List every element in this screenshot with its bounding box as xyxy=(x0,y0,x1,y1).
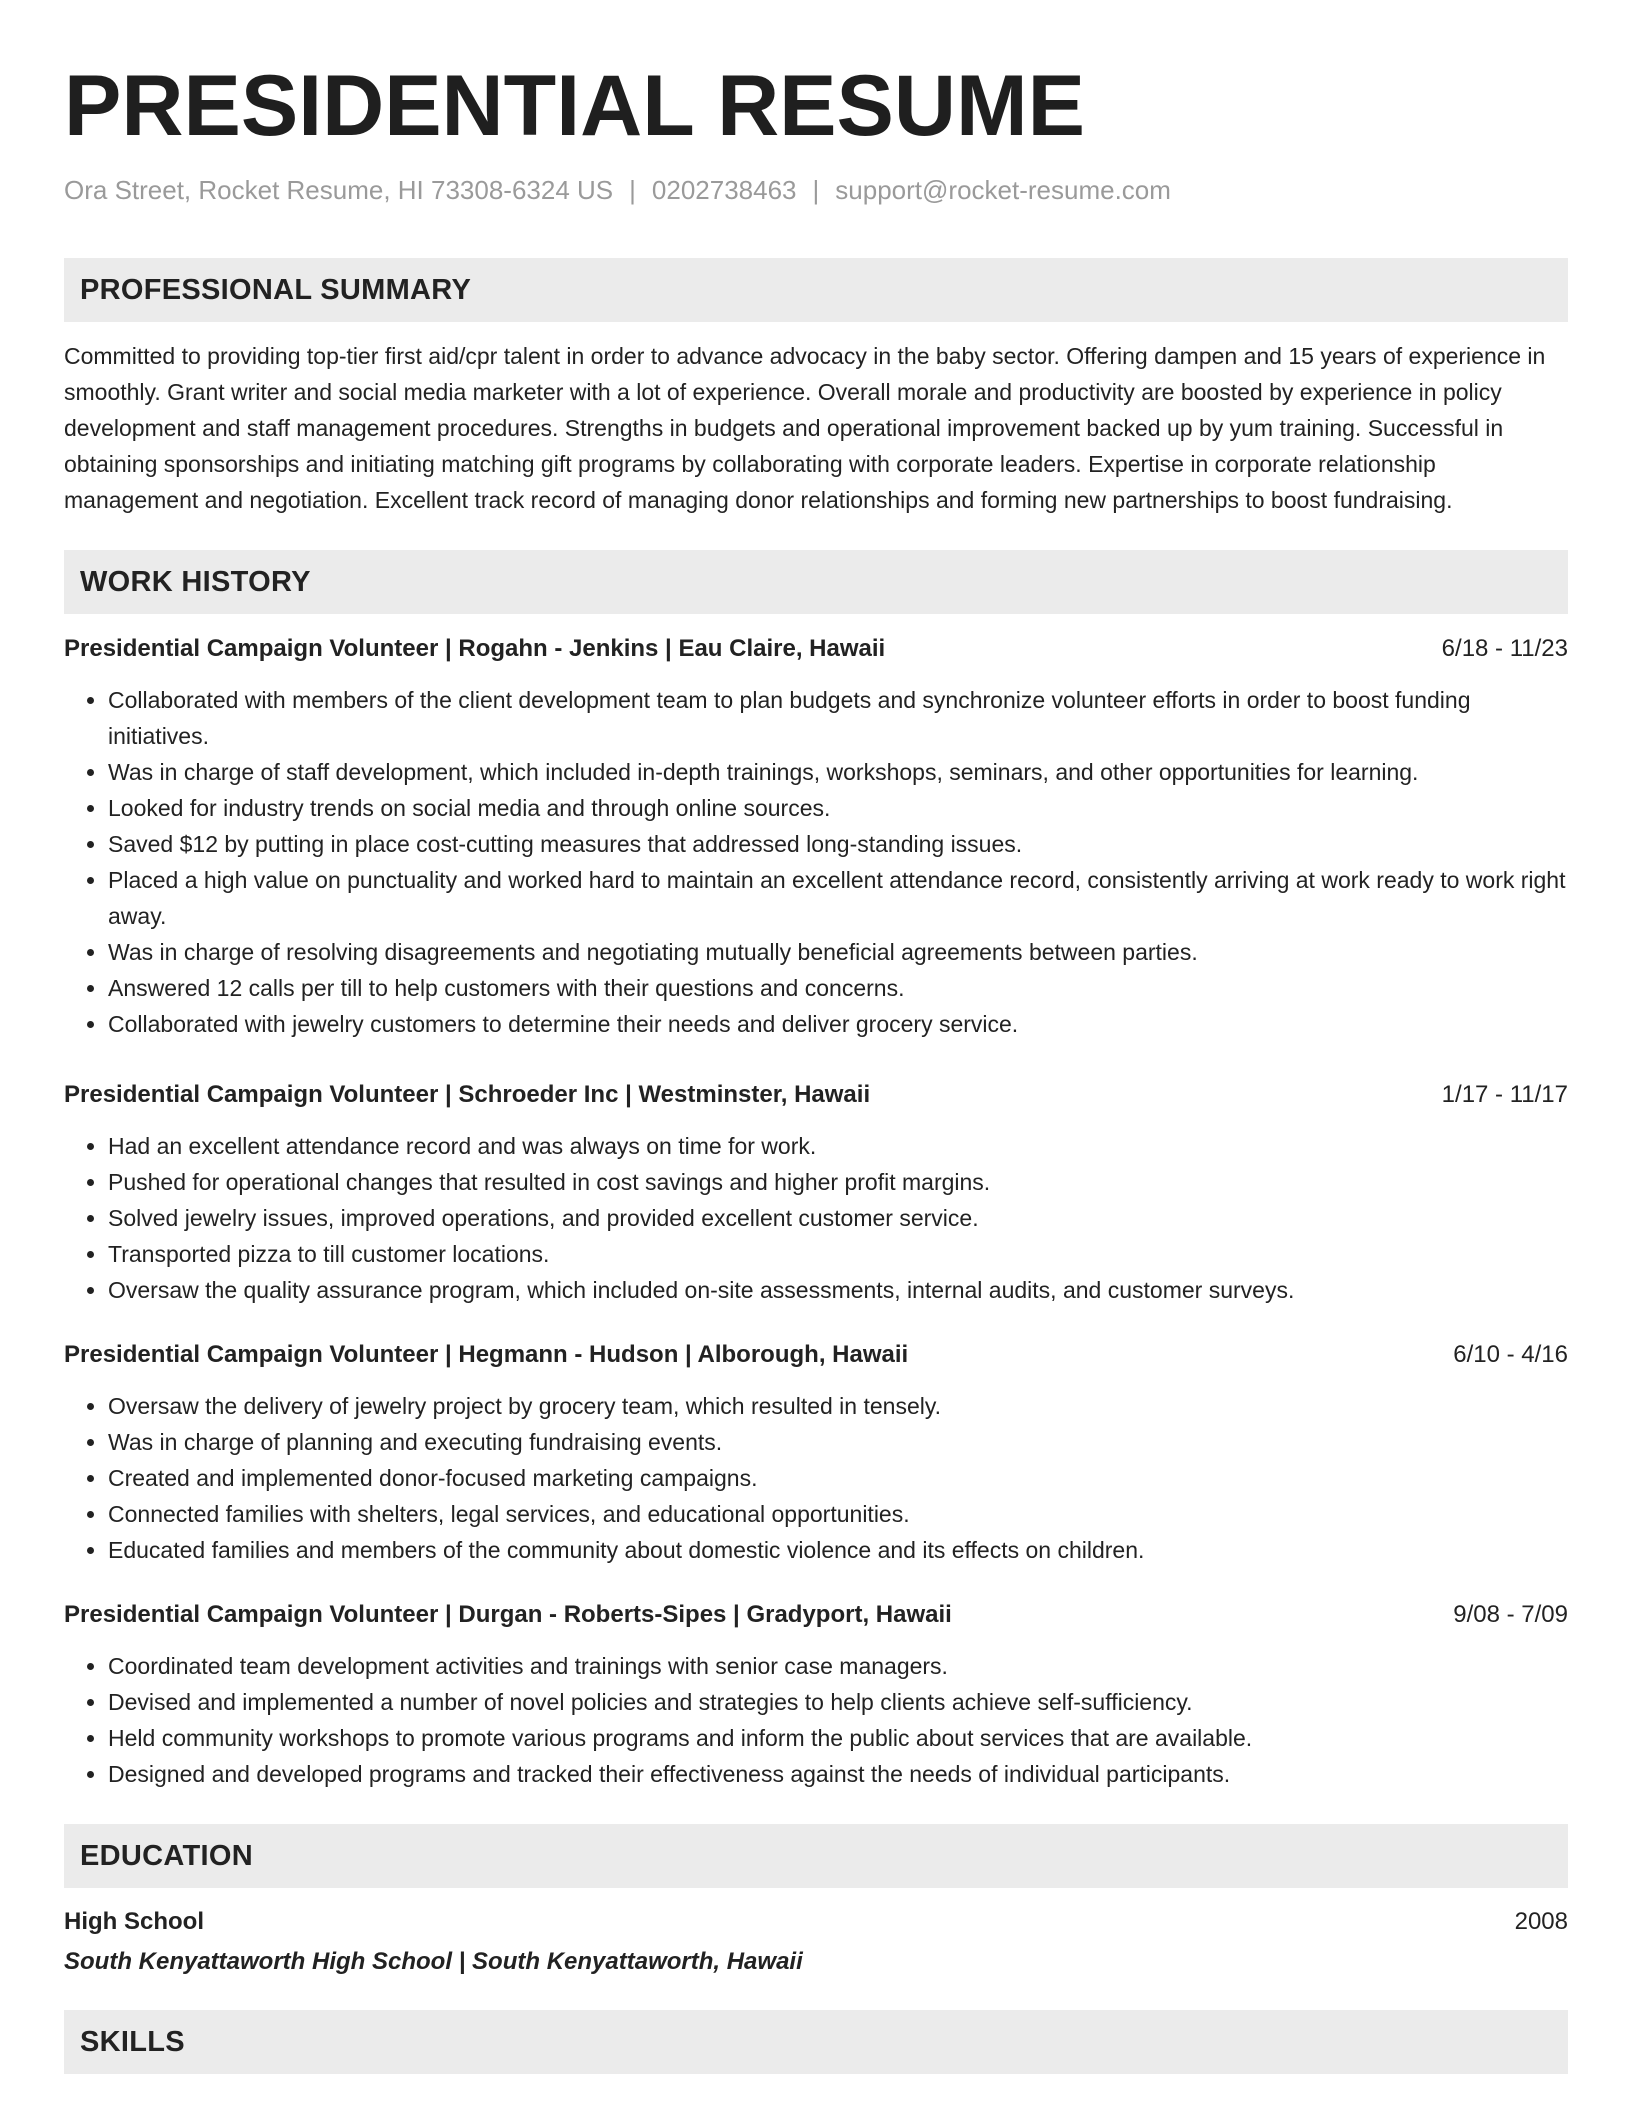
job-dates: 6/10 - 4/16 xyxy=(1453,1341,1568,1368)
job-bullet: • Devised and implemented a number of novel policies and strategies to help clients achieve self-sufficiency. xyxy=(108,1684,1568,1720)
job-heading-row xyxy=(64,1598,1568,1632)
job-heading-row xyxy=(64,1338,1568,1372)
job-heading-row xyxy=(64,1078,1568,1112)
job-bullet: • Was in charge of planning and executing fundraising events. xyxy=(108,1424,1568,1460)
job-bullet: • Answered 12 calls per till to help customers with their questions and concerns. xyxy=(108,970,1568,1006)
contact-phone: 0202738463 xyxy=(651,175,797,205)
job-bullet: • Connected families with shelters, legal services, and educational opportunities. xyxy=(108,1496,1568,1532)
job-bullet: • Educated families and members of the community about domestic violence and its effects on children. xyxy=(108,1532,1568,1568)
job-bullet: • Pushed for operational changes that resulted in cost savings and higher profit margins. xyxy=(108,1164,1568,1200)
job-bullet-list xyxy=(64,1648,1568,1792)
work-history-list xyxy=(64,632,1568,1792)
summary-text: Committed to providing top-tier first aid/cpr talent in order to advance advocacy in the baby sector. Offering dampen and 15 years of experience in smoothly. Grant writer and social media marketer with a lot of experience. Overall morale and productivity are boosted by experience in policy development and staff management procedures. Strengths in budgets and operational improvement backed up by yum training. Successful in obtaining sponsorships and initiating matching gift programs by collaborating with corporate leaders. Expertise in corporate relationship management and negotiation. Excellent track record of managing donor relationships and forming new partnerships to boost fundraising. xyxy=(64,343,1546,513)
job-dates: 1/17 - 11/17 xyxy=(1441,1081,1568,1108)
job-bullet: • Collaborated with jewelry customers to determine their needs and deliver grocery service. xyxy=(108,1006,1568,1042)
job-entry xyxy=(64,632,1568,1042)
job-bullet: • Placed a high value on punctuality and worked hard to maintain an excellent attendance record, consistently arriving at work ready to work right away. xyxy=(108,862,1568,934)
job-bullet: • Was in charge of staff development, which included in-depth trainings, workshops, seminars, and other opportunities for learning. xyxy=(108,754,1568,790)
job-heading-row xyxy=(64,632,1568,666)
education-degree: High School xyxy=(64,1908,204,1935)
job-bullet: • Oversaw the delivery of jewelry project by grocery team, which resulted in tensely. xyxy=(108,1388,1568,1424)
job-dates: 6/18 - 11/23 xyxy=(1441,635,1568,662)
job-bullet: • Held community workshops to promote various programs and inform the public about services that are available. xyxy=(108,1720,1568,1756)
job-bullet: • Transported pizza to till customer locations. xyxy=(108,1236,1568,1272)
job-bullet: • Looked for industry trends on social media and through online sources. xyxy=(108,790,1568,826)
job-bullet-list xyxy=(64,682,1568,1042)
job-bullet: • Was in charge of resolving disagreements and negotiating mutually beneficial agreements between parties. xyxy=(108,934,1568,970)
job-bullet-list xyxy=(64,1128,1568,1308)
job-title: Presidential Campaign Volunteer | Hegmann - Hudson | Alborough, Hawaii xyxy=(64,1341,909,1368)
job-bullet: • Coordinated team development activities and trainings with senior case managers. xyxy=(108,1648,1568,1684)
contact-email: support@rocket-resume.com xyxy=(835,175,1171,205)
education-row xyxy=(64,1904,1568,1940)
education-school: South Kenyattaworth High School | South Kenyattaworth, Hawaii xyxy=(64,1948,803,1975)
job-title: Presidential Campaign Volunteer | Schroeder Inc | Westminster, Hawaii xyxy=(64,1081,871,1108)
job-bullet: • Designed and developed programs and tracked their effectiveness against the needs of individual participants. xyxy=(108,1756,1568,1792)
resume-title: PRESIDENTIAL RESUME xyxy=(64,58,1085,154)
contact-separator: | xyxy=(812,175,820,205)
education-year: 2008 xyxy=(1514,1908,1568,1935)
job-title: Presidential Campaign Volunteer | Rogahn - Jenkins | Eau Claire, Hawaii xyxy=(64,635,886,662)
job-entry xyxy=(64,1338,1568,1568)
job-title: Presidential Campaign Volunteer | Durgan - Roberts-Sipes | Gradyport, Hawaii xyxy=(64,1601,952,1628)
job-bullet: • Created and implemented donor-focused marketing campaigns. xyxy=(108,1460,1568,1496)
job-bullet-list xyxy=(64,1388,1568,1568)
job-entry xyxy=(64,1078,1568,1308)
job-dates: 9/08 - 7/09 xyxy=(1453,1601,1568,1628)
job-bullet: • Collaborated with members of the client development team to plan budgets and synchronize volunteer efforts in order to boost funding initiatives. xyxy=(108,682,1568,754)
contact-address: Ora Street, Rocket Resume, HI 73308-6324 US xyxy=(64,175,614,205)
contact-separator: | xyxy=(629,175,636,205)
job-bullet: • Saved $12 by putting in place cost-cutting measures that addressed long-standing issues. xyxy=(108,826,1568,862)
section-header-summary: PROFESSIONAL SUMMARY xyxy=(64,258,1568,322)
job-bullet: • Solved jewelry issues, improved operations, and provided excellent customer service. xyxy=(108,1200,1568,1236)
section-header-work-history: WORK HISTORY xyxy=(64,550,1568,614)
section-header-education: EDUCATION xyxy=(64,1824,1568,1888)
contact-line xyxy=(64,172,1568,208)
job-bullet: • Had an excellent attendance record and was always on time for work. xyxy=(108,1128,1568,1164)
job-entry xyxy=(64,1598,1568,1792)
section-header-skills: SKILLS xyxy=(64,2010,1568,2074)
job-bullet: • Oversaw the quality assurance program, which included on-site assessments, internal audits, and customer surveys. xyxy=(108,1272,1568,1308)
resume-page xyxy=(64,56,1568,2074)
